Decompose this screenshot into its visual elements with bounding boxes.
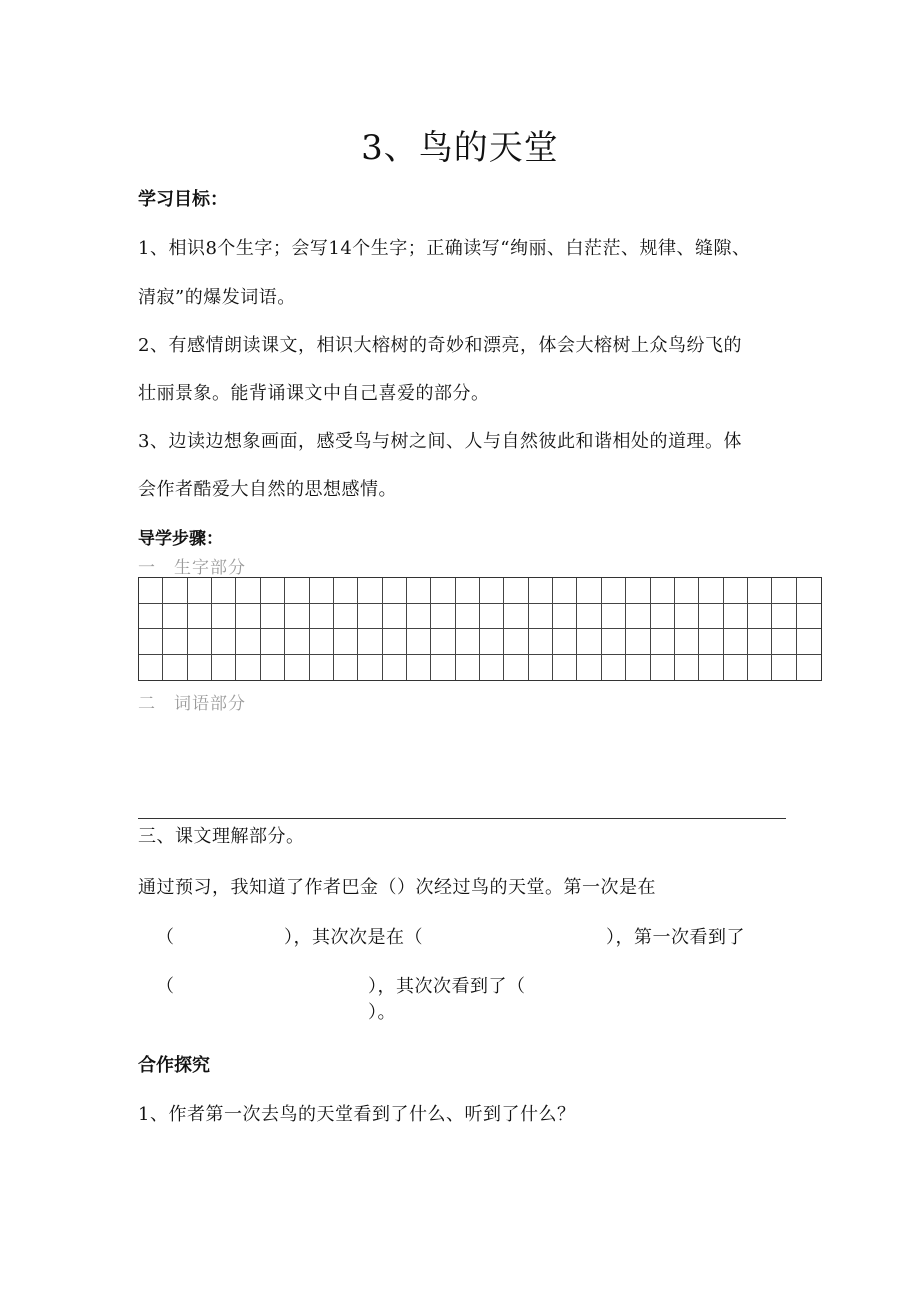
grid-cell[interactable] — [529, 578, 553, 604]
grid-cell[interactable] — [407, 629, 431, 655]
blank-open-2: （ — [156, 976, 175, 997]
grid-cell[interactable] — [188, 629, 212, 655]
divider-line — [138, 818, 786, 819]
cooperation-question-1: 1、作者第一次去鸟的天堂看到了什么、听到了什么？ — [138, 1104, 576, 1125]
grid-cell[interactable] — [748, 578, 772, 604]
grid-cell[interactable] — [285, 604, 309, 630]
grid-cell[interactable] — [456, 629, 480, 655]
grid-cell[interactable] — [431, 629, 455, 655]
grid-cell[interactable] — [577, 655, 601, 681]
steps-heading: 导学步骤： — [138, 529, 223, 549]
grid-cell[interactable] — [675, 604, 699, 630]
grid-cell[interactable] — [651, 629, 675, 655]
grid-cell[interactable] — [358, 578, 382, 604]
section-1-heading: 一 生字部分 — [138, 558, 246, 578]
grid-cell[interactable] — [772, 604, 796, 630]
grid-cell[interactable] — [748, 655, 772, 681]
grid-cell[interactable] — [188, 655, 212, 681]
grid-cell[interactable] — [651, 604, 675, 630]
grid-cell[interactable] — [553, 655, 577, 681]
grid-cell[interactable] — [504, 578, 528, 604]
grid-cell[interactable] — [797, 604, 821, 630]
grid-cell[interactable] — [456, 604, 480, 630]
grid-cell[interactable] — [285, 629, 309, 655]
grid-cell[interactable] — [261, 629, 285, 655]
grid-cell[interactable] — [285, 655, 309, 681]
objectives-heading: 学习目标： — [138, 189, 228, 210]
grid-cell[interactable] — [577, 604, 601, 630]
grid-cell[interactable] — [699, 578, 723, 604]
grid-cell[interactable] — [772, 629, 796, 655]
grid-cell[interactable] — [553, 578, 577, 604]
grid-cell[interactable] — [553, 604, 577, 630]
grid-cell[interactable] — [188, 578, 212, 604]
grid-cell[interactable] — [724, 655, 748, 681]
objective-1-line-1: 1、相识8个生字；会写14个生字；正确读写“绚丽、白茫茫、规律、缝隙、 — [138, 238, 751, 259]
grid-cell[interactable] — [383, 604, 407, 630]
grid-cell[interactable] — [724, 629, 748, 655]
objective-1-line-2: 清寂”的爆发词语。 — [138, 287, 296, 308]
blank-open-1: （ — [156, 927, 175, 948]
grid-cell[interactable] — [480, 655, 504, 681]
objective-2-line-2: 壮丽景象。能背诵课文中自己喜爱的部分。 — [138, 383, 490, 404]
grid-cell[interactable] — [236, 629, 260, 655]
grid-cell[interactable] — [480, 629, 504, 655]
grid-cell[interactable] — [358, 655, 382, 681]
grid-cell[interactable] — [529, 655, 553, 681]
section-3-heading: 三、课文理解部分。 — [138, 826, 305, 847]
grid-cell[interactable] — [431, 578, 455, 604]
grid-cell[interactable] — [626, 578, 650, 604]
grid-cell[interactable] — [577, 629, 601, 655]
grid-cell[interactable] — [651, 578, 675, 604]
grid-cell[interactable] — [504, 655, 528, 681]
grid-cell[interactable] — [261, 578, 285, 604]
grid-cell[interactable] — [772, 578, 796, 604]
grid-cell[interactable] — [139, 578, 163, 604]
grid-cell[interactable] — [699, 655, 723, 681]
grid-cell[interactable] — [748, 604, 772, 630]
grid-cell[interactable] — [383, 629, 407, 655]
grid-cell[interactable] — [383, 578, 407, 604]
document-title: 3、鸟的天堂 — [361, 128, 559, 168]
grid-cell[interactable] — [163, 604, 187, 630]
grid-cell[interactable] — [163, 629, 187, 655]
grid-cell[interactable] — [675, 655, 699, 681]
grid-cell[interactable] — [236, 604, 260, 630]
grid-cell[interactable] — [602, 578, 626, 604]
grid-cell[interactable] — [772, 655, 796, 681]
grid-cell[interactable] — [310, 629, 334, 655]
grid-cell[interactable] — [383, 655, 407, 681]
grid-cell[interactable] — [431, 604, 455, 630]
grid-cell[interactable] — [456, 655, 480, 681]
grid-cell[interactable] — [699, 629, 723, 655]
grid-cell[interactable] — [163, 578, 187, 604]
grid-cell[interactable] — [724, 604, 748, 630]
grid-cell[interactable] — [163, 655, 187, 681]
grid-cell[interactable] — [675, 578, 699, 604]
grid-cell[interactable] — [407, 655, 431, 681]
grid-cell[interactable] — [797, 578, 821, 604]
grid-cell[interactable] — [504, 629, 528, 655]
grid-cell[interactable] — [139, 604, 163, 630]
grid-cell[interactable] — [407, 578, 431, 604]
grid-cell[interactable] — [748, 629, 772, 655]
objective-3-line-1: 3、边读边想象画面，感受鸟与树之间、人与自然彼此和谐相处的道理。体 — [138, 431, 742, 452]
grid-cell[interactable] — [602, 604, 626, 630]
grid-cell[interactable] — [407, 604, 431, 630]
grid-cell[interactable] — [285, 578, 309, 604]
grid-cell[interactable] — [675, 629, 699, 655]
fill-in-line-1: 通过预习，我知道了作者巴金（）次经过鸟的天堂。第一次是在 — [138, 877, 656, 898]
grid-cell[interactable] — [602, 629, 626, 655]
grid-cell[interactable] — [334, 604, 358, 630]
grid-cell[interactable] — [626, 629, 650, 655]
grid-cell[interactable] — [797, 629, 821, 655]
grid-cell[interactable] — [480, 604, 504, 630]
grid-cell[interactable] — [334, 629, 358, 655]
grid-cell[interactable] — [529, 604, 553, 630]
cooperation-heading: 合作探究 — [138, 1055, 210, 1076]
grid-cell[interactable] — [577, 578, 601, 604]
grid-cell[interactable] — [261, 655, 285, 681]
fill-in-line-3-end: ）。 — [368, 1002, 396, 1023]
grid-cell[interactable] — [139, 629, 163, 655]
grid-cell[interactable] — [358, 604, 382, 630]
grid-cell[interactable] — [236, 578, 260, 604]
grid-cell[interactable] — [456, 578, 480, 604]
grid-cell[interactable] — [797, 655, 821, 681]
grid-cell[interactable] — [310, 604, 334, 630]
writing-grid[interactable] — [138, 577, 822, 681]
grid-cell[interactable] — [504, 604, 528, 630]
objective-3-line-2: 会作者酷爱大自然的思想感情。 — [138, 479, 397, 500]
grid-cell[interactable] — [480, 578, 504, 604]
grid-cell[interactable] — [431, 655, 455, 681]
grid-cell[interactable] — [212, 629, 236, 655]
grid-cell[interactable] — [212, 578, 236, 604]
grid-cell[interactable] — [334, 655, 358, 681]
grid-cell[interactable] — [529, 629, 553, 655]
grid-cell[interactable] — [626, 655, 650, 681]
grid-cell[interactable] — [334, 578, 358, 604]
grid-cell[interactable] — [261, 604, 285, 630]
grid-cell[interactable] — [724, 578, 748, 604]
grid-cell[interactable] — [651, 655, 675, 681]
grid-cell[interactable] — [188, 604, 212, 630]
fill-in-line-2-end: ），第一次看到了 — [606, 927, 745, 948]
grid-cell[interactable] — [699, 604, 723, 630]
grid-cell[interactable] — [553, 629, 577, 655]
grid-cell[interactable] — [310, 578, 334, 604]
grid-cell[interactable] — [212, 655, 236, 681]
grid-cell[interactable] — [310, 655, 334, 681]
grid-cell[interactable] — [358, 629, 382, 655]
fill-in-line-3-mid: ），其次次看到了（ — [368, 976, 526, 997]
objective-2-line-1: 2、有感情朗读课文，相识大榕树的奇妙和漂亮，体会大榕树上众鸟纷飞的 — [138, 335, 742, 356]
section-2-heading: 二 词语部分 — [138, 694, 246, 714]
grid-cell[interactable] — [626, 604, 650, 630]
grid-cell[interactable] — [236, 655, 260, 681]
grid-cell[interactable] — [139, 655, 163, 681]
fill-in-line-2-mid: ），其次次是在（ — [284, 927, 423, 948]
grid-cell[interactable] — [602, 655, 626, 681]
grid-cell[interactable] — [212, 604, 236, 630]
